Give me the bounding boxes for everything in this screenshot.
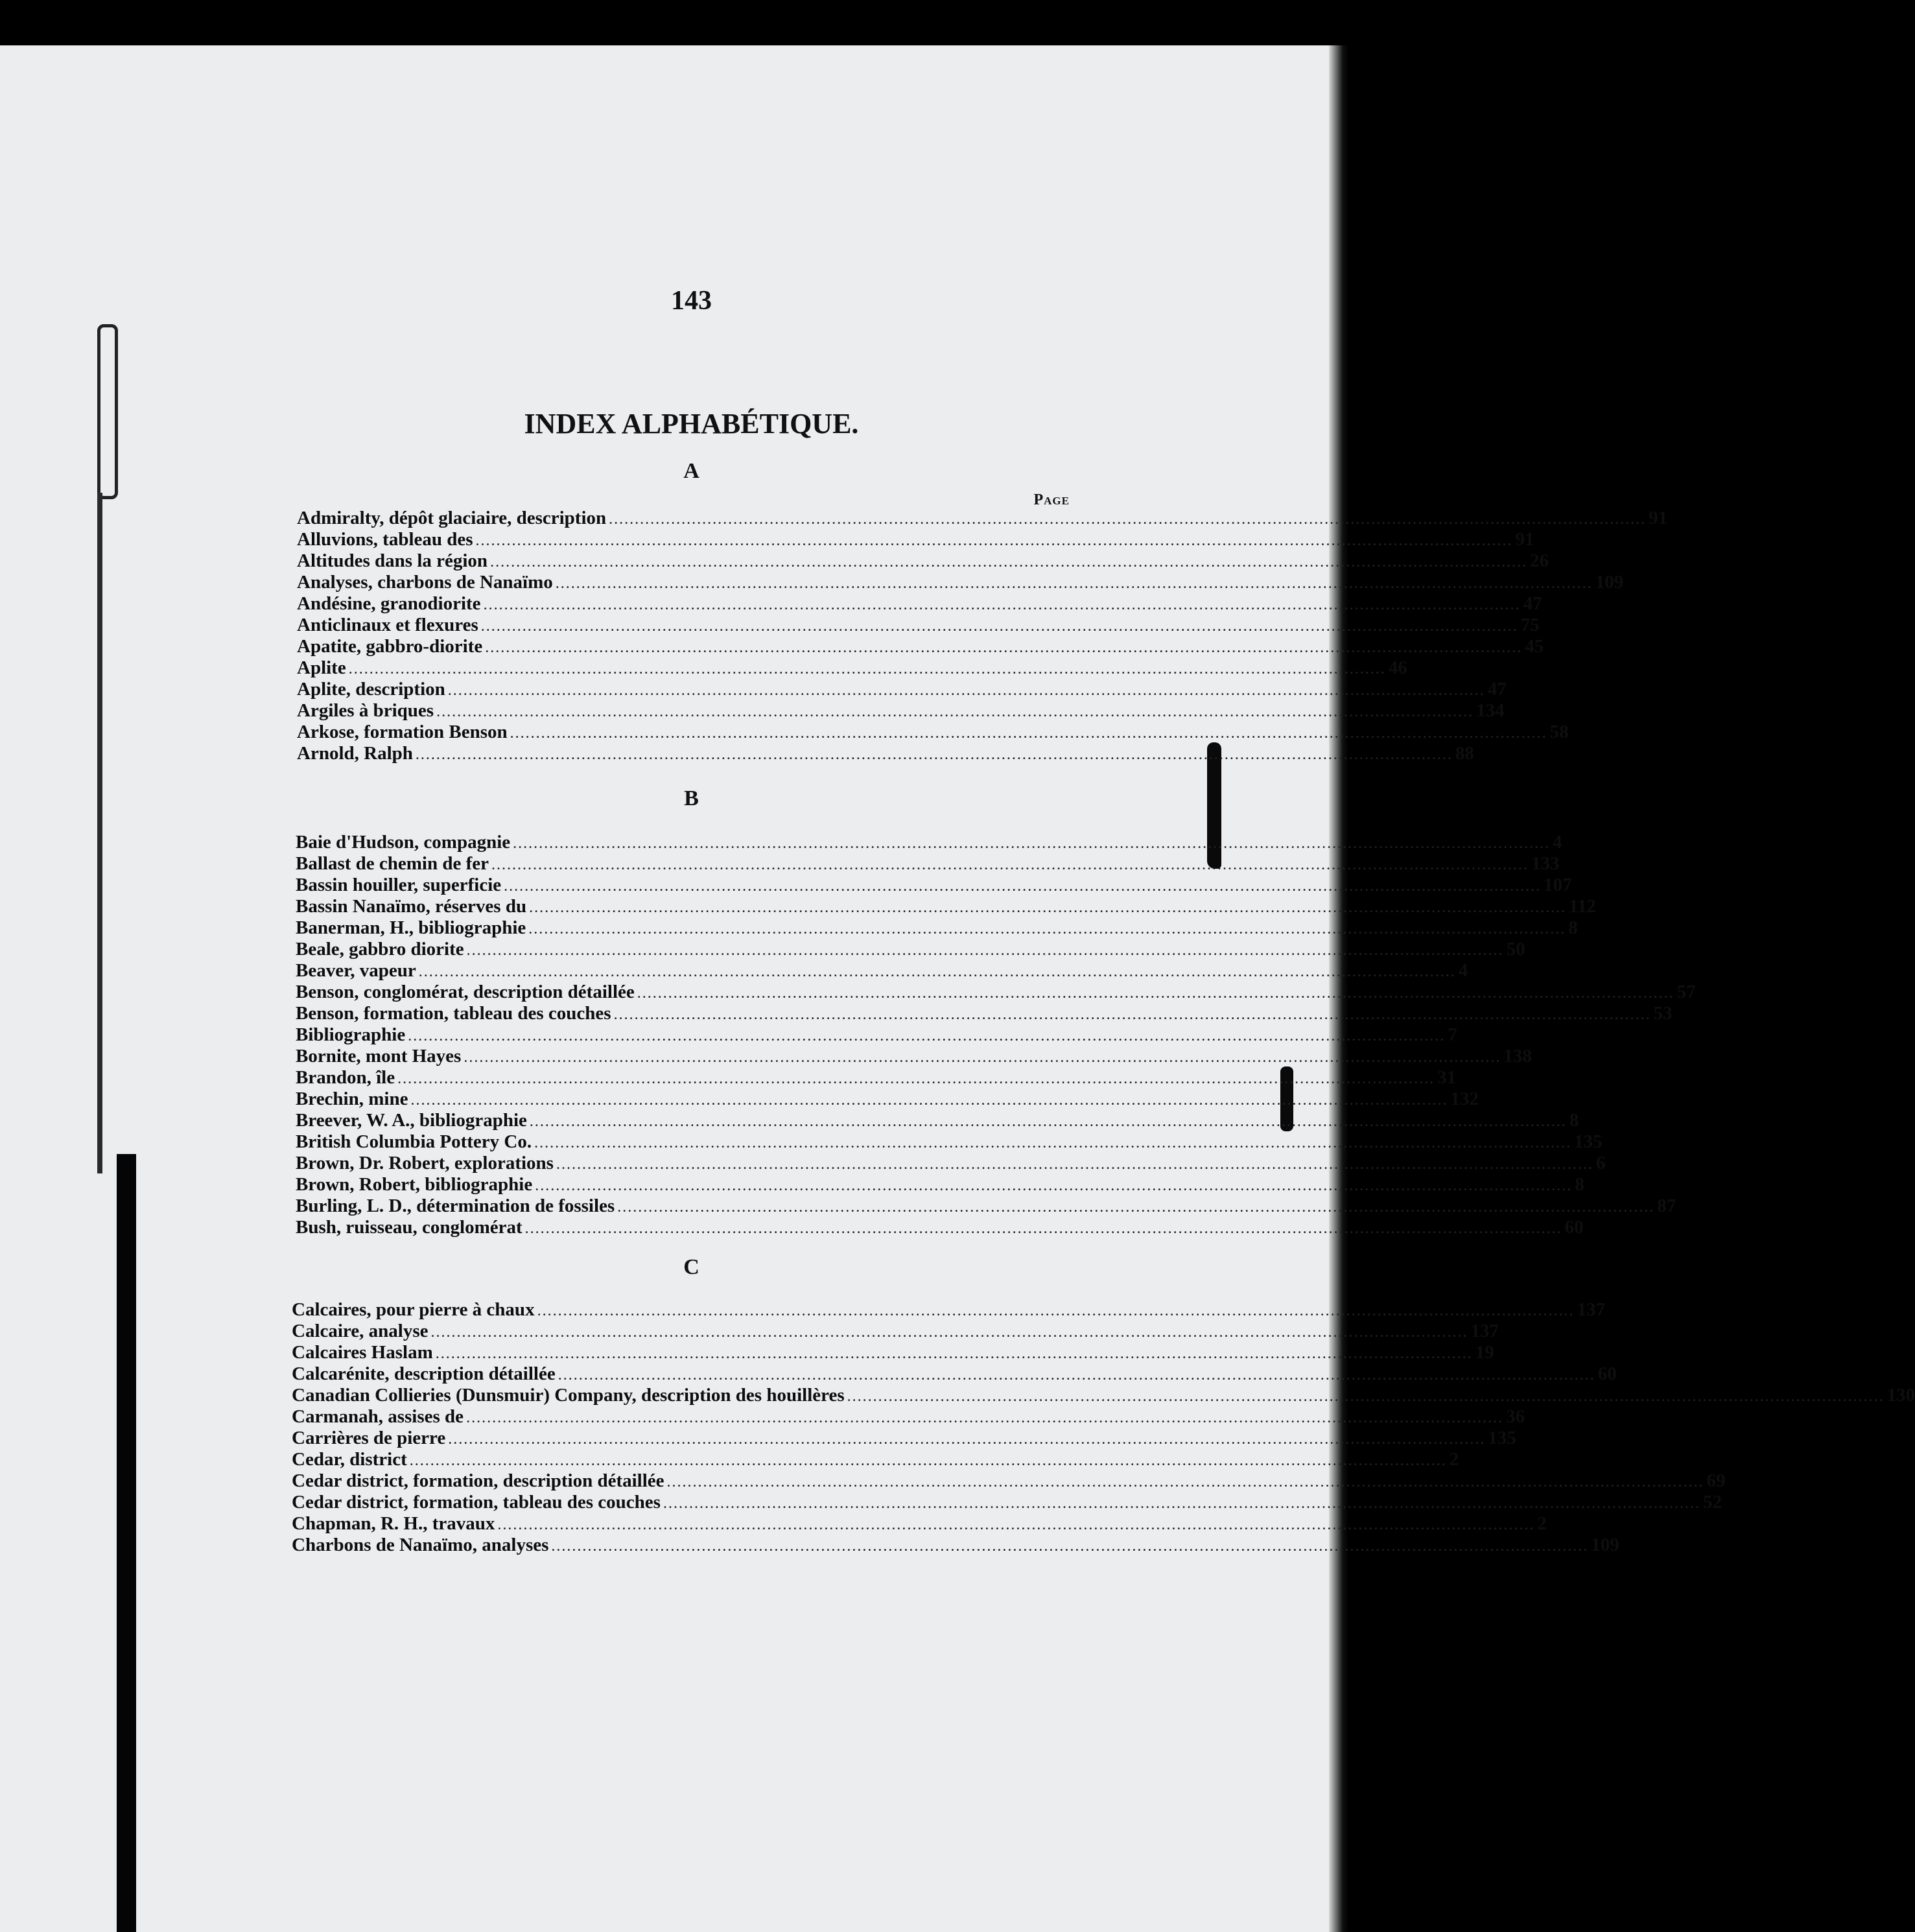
index-entry-page: 112	[1569, 896, 1596, 917]
dot-leader: ........................................................................................................................................................................................................	[410, 1092, 1448, 1109]
index-entry-page: 58	[1549, 722, 1569, 742]
page-number: 143	[671, 286, 712, 316]
index-entry-label: Canadian Collieries (Dunsmuir) Company, description des houillères	[292, 1385, 845, 1406]
index-entry-label: Calcaires, pour pierre à chaux	[292, 1299, 535, 1320]
index-entry-label: Bibliographie	[296, 1024, 406, 1045]
index-entry	[296, 832, 1562, 853]
index-entry	[296, 1110, 1579, 1131]
index-entry-label: Aplite	[297, 657, 346, 678]
dot-leader: ........................................................................................................................................................................................................	[418, 963, 1456, 980]
index-entry	[297, 615, 1540, 636]
dot-leader: ........................................................................................................................................................................................................	[513, 835, 1551, 852]
section-letter-b: B	[684, 786, 699, 810]
index-entry-page: 130	[1886, 1385, 1915, 1406]
index-entry	[297, 508, 1668, 529]
index-entry	[296, 1046, 1532, 1067]
index-entry	[296, 939, 1525, 960]
dot-leader: ........................................................................................................................................................................................................	[480, 618, 1518, 635]
dot-leader: ........................................................................................................................................................................................................	[504, 878, 1542, 895]
index-entry-page: 50	[1506, 939, 1525, 960]
dot-leader: ........................................................................................................................................................................................................	[510, 725, 1547, 742]
index-entry-page: 2	[1537, 1513, 1547, 1534]
index-entry	[296, 1024, 1457, 1046]
index-entry-page: 135	[1488, 1428, 1516, 1448]
index-entry	[297, 529, 1534, 550]
dot-leader: ........................................................................................................................................................................................................	[485, 639, 1523, 656]
dot-leader: ........................................................................................................................................................................................................	[475, 532, 1513, 549]
page-title: INDEX ALPHABÉTIQUE.	[524, 408, 859, 440]
index-entry	[296, 896, 1596, 917]
index-entry-page: 137	[1577, 1299, 1606, 1320]
dot-leader: ........................................................................................................................................................................................................	[448, 1431, 1486, 1448]
index-entry	[292, 1535, 1619, 1556]
index-entry-page: 133	[1531, 853, 1560, 874]
index-entry-page: 107	[1544, 875, 1572, 895]
dot-leader: ........................................................................................................................................................................................................	[466, 1409, 1504, 1426]
index-entry	[296, 1003, 1673, 1024]
index-entry-page: 4	[1458, 960, 1468, 981]
index-entry	[296, 875, 1572, 896]
index-entry	[296, 1067, 1457, 1089]
index-entry-page: 109	[1591, 1535, 1619, 1555]
index-entry-label: Bornite, mont Hayes	[296, 1046, 462, 1066]
index-entry-page: 57	[1676, 982, 1696, 1002]
index-entry	[297, 657, 1407, 679]
index-entry	[296, 1153, 1606, 1174]
index-entry-label: Brown, Robert, bibliographie	[296, 1174, 533, 1195]
dot-leader: ........................................................................................................................................................................................................	[555, 575, 1593, 592]
index-entry	[292, 1342, 1494, 1363]
index-entry-label: Brechin, mine	[296, 1089, 408, 1109]
index-entry-label: Benson, formation, tableau des couches	[296, 1003, 611, 1024]
index-entry-page: 109	[1595, 572, 1624, 593]
index-entry-label: Cedar district, formation, tableau des couches	[292, 1492, 661, 1513]
index-entry-page: 6	[1595, 1153, 1606, 1173]
index-entry	[296, 982, 1696, 1003]
index-entry-page: 8	[1569, 1110, 1579, 1131]
index-entry-label: Brown, Dr. Robert, explorations	[296, 1153, 554, 1173]
index-entry	[297, 636, 1544, 657]
index-entry-page: 60	[1597, 1363, 1617, 1384]
dot-leader: ........................................................................................................................................................................................................	[491, 856, 1529, 873]
index-entry-page: 137	[1470, 1321, 1499, 1341]
index-entry	[297, 593, 1542, 615]
dot-leader: ........................................................................................................................................................................................................	[663, 1495, 1700, 1512]
index-entry-label: Charbons de Nanaïmo, analyses	[292, 1535, 549, 1555]
index-entry-label: Banerman, H., bibliographie	[296, 917, 526, 938]
index-entry-label: Bassin Nanaïmo, réserves du	[296, 896, 527, 917]
dot-leader: ........................................................................................................................................................................................................	[528, 921, 1566, 937]
index-entry-page: 31	[1437, 1067, 1457, 1088]
index-entry-label: Beale, gabbro diorite	[296, 939, 464, 960]
dot-leader: ........................................................................................................................................................................................................	[613, 1006, 1651, 1023]
index-entry	[296, 1196, 1676, 1217]
index-entry	[297, 722, 1569, 743]
index-entry-label: Burling, L. D., détermination de fossiles	[296, 1196, 615, 1216]
index-entry-page: 8	[1568, 917, 1578, 938]
dot-leader: ........................................................................................................................................................................................................	[617, 1199, 1655, 1216]
dot-leader: ........................................................................................................................................................................................................	[447, 682, 1485, 699]
index-entry	[292, 1470, 1726, 1492]
index-entry	[296, 853, 1560, 875]
index-entry	[292, 1299, 1606, 1321]
dot-leader: ........................................................................................................................................................................................................	[466, 942, 1504, 959]
index-entry-page: 91	[1515, 529, 1534, 550]
dot-leader: ........................................................................................................................................................................................................	[637, 985, 1674, 1002]
index-entry-page: 138	[1503, 1046, 1532, 1066]
dot-leader: ........................................................................................................................................................................................................	[535, 1177, 1573, 1194]
index-entry-page: 45	[1525, 636, 1544, 657]
index-entry	[292, 1406, 1525, 1428]
index-entry-page: 19	[1475, 1342, 1494, 1363]
index-entry-label: Breever, W. A., bibliographie	[296, 1110, 527, 1131]
index-entry-label: Cedar, district	[292, 1449, 407, 1470]
index-entry-label: Bush, ruisseau, conglomérat	[296, 1217, 523, 1238]
dot-leader: ........................................................................................................................................................................................................	[537, 1302, 1575, 1319]
index-entry	[297, 572, 1624, 593]
index-entry-page: 132	[1450, 1089, 1479, 1109]
index-entry-label: Anticlinaux et flexures	[297, 615, 478, 635]
dot-leader: ........................................................................................................................................................................................................	[534, 1135, 1572, 1151]
index-entry	[292, 1363, 1617, 1385]
dot-leader: ........................................................................................................................................................................................................	[436, 703, 1474, 720]
dot-leader: ........................................................................................................................................................................................................	[435, 1345, 1473, 1362]
dot-leader: ........................................................................................................................................................................................................	[408, 1028, 1446, 1044]
dot-leader: ........................................................................................................................................................................................................	[464, 1049, 1501, 1066]
index-entry-label: Altitudes dans la région	[297, 550, 488, 571]
index-entry-label: Brandon, île	[296, 1067, 395, 1088]
dot-leader: ........................................................................................................................................................................................................	[497, 1516, 1535, 1533]
index-entry-page: 53	[1653, 1003, 1673, 1024]
index-entry	[297, 679, 1507, 700]
index-entry-page: 2	[1449, 1449, 1459, 1470]
index-entry-page: 88	[1455, 743, 1474, 764]
index-entry-label: Chapman, R. H., travaux	[292, 1513, 495, 1534]
index-entry-label: Baie d'Hudson, compagnie	[296, 832, 511, 853]
dot-leader: ........................................................................................................................................................................................................	[847, 1388, 1885, 1405]
index-entry	[292, 1321, 1499, 1342]
dot-leader: ........................................................................................................................................................................................................	[483, 596, 1521, 613]
dot-leader: ........................................................................................................................................................................................................	[529, 899, 1567, 916]
index-entry-label: Arnold, Ralph	[297, 743, 413, 764]
index-entry-label: Cedar district, formation, description détaillée	[292, 1470, 664, 1491]
dot-leader: ........................................................................................................................................................................................................	[609, 511, 1647, 528]
index-entry-page: 47	[1487, 679, 1507, 700]
dot-leader: ........................................................................................................................................................................................................	[666, 1474, 1704, 1490]
section-letter-c: C	[683, 1255, 699, 1279]
dot-leader: ........................................................................................................................................................................................................	[348, 661, 1386, 677]
index-entry	[296, 917, 1578, 939]
index-entry	[297, 743, 1474, 764]
index-entry-page: 8	[1575, 1174, 1584, 1195]
index-entry-label: Bassin houiller, superficie	[296, 875, 502, 895]
index-entry	[292, 1492, 1722, 1513]
index-entry-label: Aplite, description	[297, 679, 445, 700]
index-entry-page: 47	[1523, 593, 1542, 614]
index-entry-label: Apatite, gabbro-diorite	[297, 636, 483, 657]
index-entry	[292, 1513, 1547, 1535]
dot-leader: ........................................................................................................................................................................................................	[558, 1367, 1595, 1384]
index-entry-label: Admiralty, dépôt glaciaire, description	[297, 508, 607, 528]
index-entry-label: Calcaire, analyse	[292, 1321, 429, 1341]
index-entry-page: 75	[1520, 615, 1540, 635]
index-entry	[297, 550, 1549, 572]
dot-leader: ........................................................................................................................................................................................................	[556, 1156, 1593, 1173]
index-entry	[292, 1385, 1915, 1406]
index-entry-page: 60	[1564, 1217, 1584, 1238]
dot-leader: ........................................................................................................................................................................................................	[551, 1538, 1589, 1555]
index-entry-label: Alluvions, tableau des	[297, 529, 473, 550]
dot-leader: ........................................................................................................................................................................................................	[430, 1324, 1468, 1341]
dot-leader: ........................................................................................................................................................................................................	[409, 1452, 1447, 1469]
index-entry	[296, 1174, 1584, 1196]
index-entry-label: Beaver, vapeur	[296, 960, 416, 981]
index-entry-page: 87	[1657, 1196, 1676, 1216]
index-entry	[296, 960, 1468, 982]
index-entry-label: Ballast de chemin de fer	[296, 853, 489, 874]
binding-line	[97, 493, 102, 1173]
index-entry	[296, 1089, 1479, 1110]
dot-leader: ........................................................................................................................................................................................................	[490, 554, 1528, 571]
index-entry-label: Calcarénite, description détaillée	[292, 1363, 556, 1384]
index-entry-label: Andésine, granodiorite	[297, 593, 481, 614]
index-entry-label: Carmanah, assises de	[292, 1406, 464, 1427]
dot-leader: ........................................................................................................................................................................................................	[397, 1070, 1435, 1087]
section-letter-a: A	[683, 459, 699, 483]
index-entry	[296, 1217, 1584, 1238]
index-entry-page: 7	[1448, 1024, 1457, 1045]
index-entry-label: Calcaires Haslam	[292, 1342, 433, 1363]
index-entry	[292, 1428, 1516, 1449]
index-entry-label: Arkose, formation Benson	[297, 722, 508, 742]
index-entry-page: 134	[1476, 700, 1505, 721]
index-entry-page: 52	[1702, 1492, 1722, 1513]
dot-leader: ........................................................................................................................................................................................................	[529, 1113, 1567, 1130]
page-column-header: Page	[1033, 491, 1070, 508]
index-entry-label: Benson, conglomérat, description détaillée	[296, 982, 635, 1002]
index-entry-page: 91	[1649, 508, 1668, 528]
dot-leader: ........................................................................................................................................................................................................	[415, 746, 1453, 763]
index-entry-page: 69	[1706, 1470, 1726, 1491]
index-entry	[292, 1449, 1459, 1470]
index-entry-label: Analyses, charbons de Nanaïmo	[297, 572, 553, 593]
index-entry-page: 26	[1530, 550, 1549, 571]
index-entry-label: Carrières de pierre	[292, 1428, 446, 1448]
index-entry	[297, 700, 1505, 722]
index-entry-label: Argiles à briques	[297, 700, 434, 721]
index-entry-page: 46	[1388, 657, 1407, 678]
index-entry-page: 36	[1506, 1406, 1525, 1427]
index-entry-page: 4	[1553, 832, 1562, 853]
index-entry	[296, 1131, 1603, 1153]
index-entry-label: British Columbia Pottery Co.	[296, 1131, 532, 1152]
dot-leader: ........................................................................................................................................................................................................	[524, 1220, 1562, 1237]
index-entry-page: 135	[1574, 1131, 1603, 1152]
